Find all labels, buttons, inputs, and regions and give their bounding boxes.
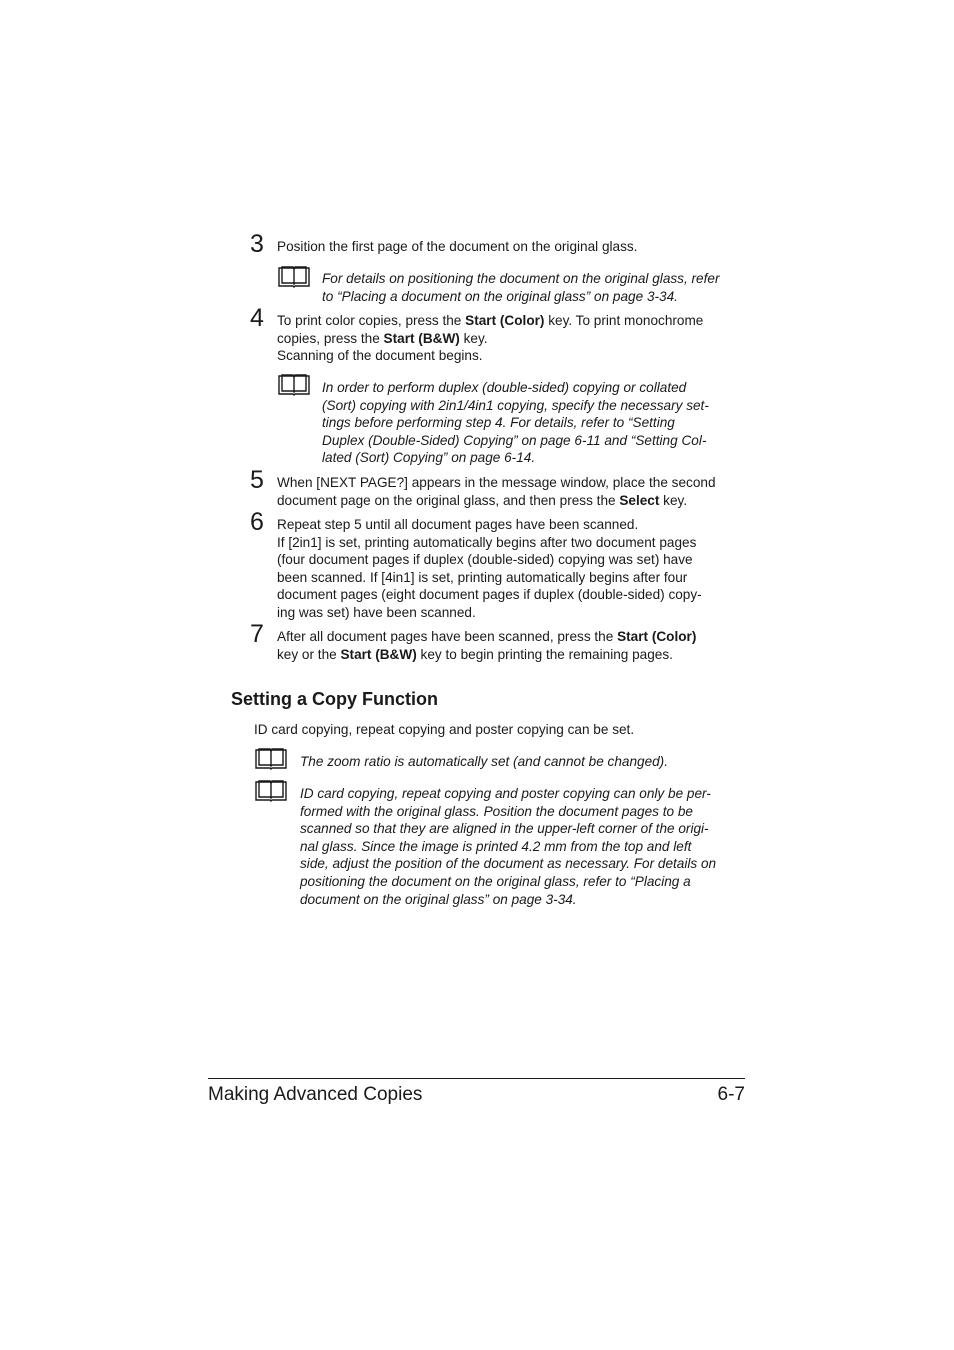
step-number-6: 6 [250, 508, 264, 536]
step-4-note: In order to perform duplex (double-sided) copying or collated (Sort) copying with 2in1/4in1 copying, specify the necessary set- tings before performing step 4. For details, refer to “Setting Duplex (Double-Sided) Copying” on page 6-11 and “Setting Col- lated (Sort) Copying” on page 6-14. [322, 380, 709, 466]
step-number-4: 4 [250, 304, 264, 332]
open-book-icon [278, 374, 310, 396]
section-title: Setting a Copy Function [231, 689, 438, 709]
open-book-icon [255, 780, 287, 802]
step-7-text: After all document pages have been scanned, press the Start (Color) key or the Start (B&W) key to begin printing the remaining pages. [277, 629, 697, 662]
section-note-original-glass: ID card copying, repeat copying and poster copying can only be per- formed with the original glass. Position the document pages to be scanned so that they are aligned in the upper-left corner of the origi- nal glass. Since the image is printed 4.2 mm from the top and left side, adjust the position of the document as necessary. For details on positioning the document on the original glass, refer to “Placing a document on the original glass” on page 3-34. [300, 786, 717, 907]
step-4-text: To print color copies, press the Start (Color) key. To print monochrome copies, press the Start (B&W) key. Scanning of the document begins. [277, 313, 704, 364]
step-number-7: 7 [250, 620, 264, 648]
step-number-5: 5 [250, 466, 264, 494]
step-3-text: Position the first page of the document on the original glass. [277, 239, 638, 254]
step-6-text: Repeat step 5 until all document pages have been scanned. If [2in1] is set, printing automatically begins after two document pages (four document pages if duplex (double-sided) copying was set) have been scanned. If [4in1] is set, printing automatically begins after four document pages (eight document pages if duplex (double-sided) copy- ing was set) have been scanned. [277, 517, 702, 620]
section-intro: ID card copying, repeat copying and poster copying can be set. [254, 722, 635, 737]
step-number-3: 3 [250, 230, 264, 258]
open-book-icon [255, 748, 287, 770]
footer-divider [208, 1078, 745, 1079]
section-note-zoom: The zoom ratio is automatically set (and cannot be changed). [300, 754, 668, 769]
footer-page-number: 6-7 [717, 1084, 745, 1105]
footer-chapter-title: Making Advanced Copies [208, 1084, 423, 1105]
step-5-text: When [NEXT PAGE?] appears in the message window, place the second document page on the original glass, and then press the Select key. [277, 475, 716, 508]
open-book-icon [278, 266, 310, 288]
step-3-note: For details on positioning the document on the original glass, refer to “Placing a document on the original glass” on page 3-34. [322, 271, 720, 304]
